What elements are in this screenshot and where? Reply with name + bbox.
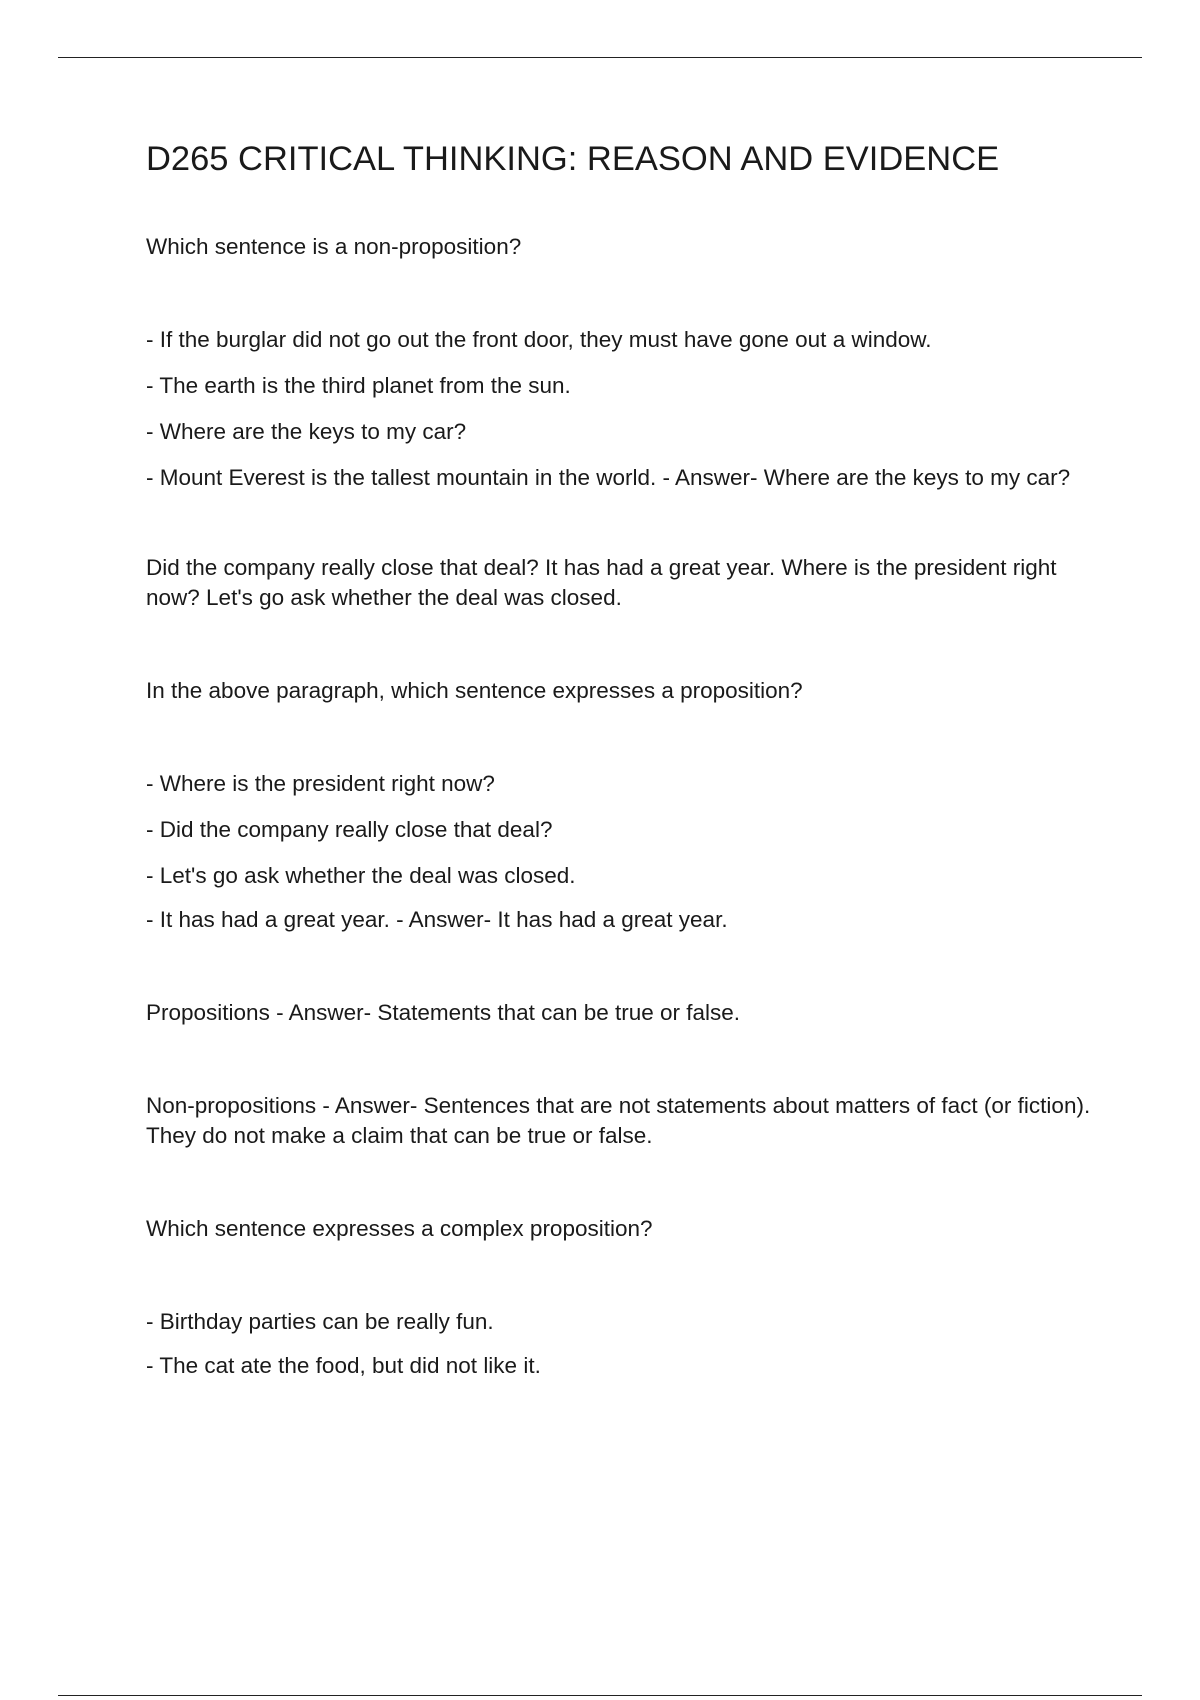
question-text: In the above paragraph, which sentence expresses a proposition? (146, 677, 803, 703)
question-text: Which sentence is a non-proposition? (146, 233, 522, 259)
option-text: - It has had a great year. - Answer- It has had a great year. (146, 906, 728, 932)
bottom-rule (58, 1695, 1142, 1696)
definition-text: Non-propositions - Answer- Sentences that are not statements about matters of fact (or fiction). They do not make a claim that can be true or false. (146, 1092, 1091, 1148)
option-text: - Did the company really close that deal? (146, 816, 553, 842)
option-text: - Mount Everest is the tallest mountain in the world. - Answer- Where are the keys to my car? (146, 464, 1071, 490)
option-text: - Birthday parties can be really fun. (146, 1308, 494, 1334)
top-rule (58, 57, 1142, 58)
question-text: Did the company really close that deal? It has had a great year. Where is the president right now? Let's go ask whether the deal was closed. (146, 554, 1057, 610)
option-text: - The cat ate the food, but did not like it. (146, 1352, 541, 1378)
option-text: - Where is the president right now? (146, 770, 495, 796)
definition-text: Propositions - Answer- Statements that can be true or false. (146, 999, 741, 1025)
document-title: D265 CRITICAL THINKING: REASON AND EVIDENCE (146, 140, 1000, 178)
option-text: - The earth is the third planet from the sun. (146, 372, 571, 398)
question-text: Which sentence expresses a complex proposition? (146, 1215, 653, 1241)
option-text: - Where are the keys to my car? (146, 418, 467, 444)
document-body (146, 140, 1096, 1381)
option-text: - If the burglar did not go out the front door, they must have gone out a window. (146, 326, 932, 352)
option-text: - Let's go ask whether the deal was closed. (146, 862, 576, 888)
